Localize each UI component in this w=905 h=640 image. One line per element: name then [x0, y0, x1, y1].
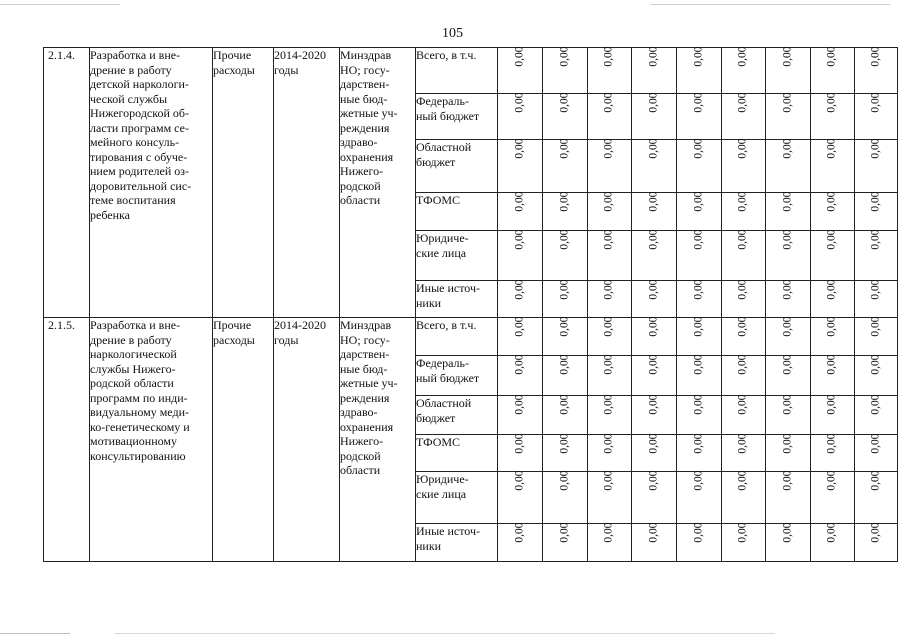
responsible-executor: Минздрав НО; госу- дарствен- ные бюд- жетные уч- реждения здраво- охранения Нижего- родской области — [340, 318, 416, 562]
funding-value: 0,00 — [737, 522, 749, 543]
funding-value-cell — [811, 472, 855, 524]
page-number: 105 — [442, 26, 463, 41]
funding-value-cell — [543, 318, 588, 356]
funding-value: 0,00 — [781, 229, 794, 250]
funding-value-cell — [766, 281, 811, 318]
funding-value-cell — [632, 193, 677, 231]
funding-value-cell — [588, 231, 632, 281]
funding-value: 0,00 — [781, 46, 794, 67]
funding-source-label: ТФОМС — [416, 193, 498, 231]
funding-value-cell — [766, 435, 811, 472]
funding-value: 0,00 — [737, 394, 749, 415]
funding-value: 0,00 — [513, 46, 526, 67]
funding-value-cell — [543, 524, 588, 562]
funding-value-cell — [632, 318, 677, 356]
funding-value: 0,00 — [869, 394, 882, 415]
funding-value: 0,00 — [781, 433, 794, 454]
funding-value: 0,00 — [692, 229, 705, 250]
funding-value-cell — [766, 193, 811, 231]
funding-value-cell — [632, 281, 677, 318]
funding-value-cell — [498, 356, 543, 396]
funding-value-cell — [543, 94, 588, 140]
funding-value: 0,00 — [869, 229, 882, 250]
funding-value: 0,00 — [737, 470, 749, 491]
funding-value: 0,00 — [737, 46, 749, 67]
funding-value-cell — [498, 140, 543, 193]
funding-value: 0,00 — [647, 394, 660, 415]
funding-value: 0,00 — [781, 394, 794, 415]
activity-name: Разработка и вне- дрение в работу детской наркологи- ческой службы Нижегородской об- ласти программ се- мейного консуль- тирования с обуче- нием родителей оз- доровительной сис- теме воспитания ребенка — [90, 48, 213, 318]
funding-value: 0,00 — [826, 92, 838, 113]
funding-value-cell — [811, 140, 855, 193]
funding-value-cell — [766, 396, 811, 435]
funding-value-cell — [588, 281, 632, 318]
activity-number: 2.1.4. — [44, 48, 90, 318]
funding-value-cell — [588, 356, 632, 396]
funding-value-cell — [811, 435, 855, 472]
funding-value-cell — [855, 48, 898, 94]
funding-value: 0,00 — [647, 279, 660, 300]
funding-value: 0,00 — [603, 394, 615, 415]
funding-value: 0,00 — [737, 354, 749, 375]
funding-value-cell — [677, 356, 722, 396]
funding-value: 0,00 — [603, 279, 615, 300]
funding-value: 0,00 — [558, 316, 571, 337]
funding-value-cell — [498, 472, 543, 524]
implementation-period: 2014-2020 годы — [274, 318, 340, 562]
funding-value-cell — [632, 472, 677, 524]
funding-value-cell — [677, 140, 722, 193]
funding-value-cell — [498, 48, 543, 94]
funding-value-cell — [722, 193, 766, 231]
funding-value-cell — [722, 524, 766, 562]
funding-value-cell — [677, 396, 722, 435]
funding-value-cell — [811, 356, 855, 396]
funding-value-cell — [722, 472, 766, 524]
funding-value: 0,00 — [737, 229, 749, 250]
funding-value-cell — [632, 396, 677, 435]
expense-type: Прочие расходы — [213, 318, 274, 562]
funding-value: 0,00 — [513, 316, 526, 337]
funding-value-cell — [677, 472, 722, 524]
activity-name: Разработка и вне- дрение в работу наркологической службы Нижего- родской области программ по инди- видуальному меди- ко-генетическому и мотивационному консультированию — [90, 318, 213, 562]
funding-value: 0,00 — [781, 354, 794, 375]
funding-value-cell — [543, 396, 588, 435]
funding-value-cell — [588, 472, 632, 524]
funding-value: 0,00 — [692, 433, 705, 454]
funding-value: 0,00 — [692, 191, 705, 212]
funding-value: 0,00 — [513, 92, 526, 113]
funding-value: 0,00 — [869, 138, 882, 159]
scan-bottom-rule-right — [115, 633, 775, 634]
funding-value-cell — [722, 231, 766, 281]
funding-value-cell — [543, 435, 588, 472]
funding-value-cell — [722, 396, 766, 435]
funding-value-cell — [632, 356, 677, 396]
funding-value-cell — [766, 48, 811, 94]
funding-source-label: Федераль- ный бюджет — [416, 94, 498, 140]
funding-value: 0,00 — [513, 354, 526, 375]
funding-value: 0,00 — [647, 316, 660, 337]
funding-value-cell — [811, 193, 855, 231]
funding-value-cell — [632, 435, 677, 472]
funding-value: 0,00 — [826, 279, 838, 300]
funding-value: 0,00 — [692, 470, 705, 491]
funding-value: 0,00 — [647, 191, 660, 212]
funding-value: 0,00 — [603, 138, 615, 159]
funding-value-cell — [855, 472, 898, 524]
funding-value: 0,00 — [647, 92, 660, 113]
funding-value-cell — [588, 318, 632, 356]
funding-value: 0,00 — [647, 433, 660, 454]
funding-value: 0,00 — [826, 46, 838, 67]
funding-value: 0,00 — [603, 522, 615, 543]
funding-value-cell — [543, 231, 588, 281]
activity-number: 2.1.5. — [44, 318, 90, 562]
funding-source-label: Юридиче- ские лица — [416, 472, 498, 524]
funding-value-cell — [543, 140, 588, 193]
funding-value: 0,00 — [869, 191, 882, 212]
table-row — [44, 318, 898, 356]
funding-value: 0,00 — [781, 138, 794, 159]
funding-value: 0,00 — [558, 229, 571, 250]
funding-value-cell — [855, 281, 898, 318]
funding-value: 0,00 — [513, 229, 526, 250]
funding-value: 0,00 — [603, 191, 615, 212]
funding-value: 0,00 — [647, 138, 660, 159]
funding-value-cell — [632, 48, 677, 94]
funding-value-cell — [766, 140, 811, 193]
funding-value: 0,00 — [781, 316, 794, 337]
funding-value-cell — [588, 140, 632, 193]
funding-value-cell — [677, 94, 722, 140]
funding-value-cell — [632, 94, 677, 140]
funding-value-cell — [677, 193, 722, 231]
funding-value: 0,00 — [826, 433, 838, 454]
scan-top-rule-left — [0, 4, 120, 5]
responsible-executor: Минздрав НО; госу- дарствен- ные бюд- жетные уч- реждения здраво- охранения Нижего- родской области — [340, 48, 416, 318]
funding-value: 0,00 — [647, 229, 660, 250]
funding-value-cell — [811, 281, 855, 318]
funding-value-cell — [632, 524, 677, 562]
funding-source-label: ТФОМС — [416, 435, 498, 472]
funding-value: 0,00 — [869, 470, 882, 491]
funding-value-cell — [722, 356, 766, 396]
funding-value-cell — [766, 94, 811, 140]
funding-value: 0,00 — [826, 394, 838, 415]
funding-value: 0,00 — [737, 433, 749, 454]
funding-value-cell — [498, 524, 543, 562]
funding-value-cell — [543, 48, 588, 94]
funding-value-cell — [632, 231, 677, 281]
funding-value: 0,00 — [869, 92, 882, 113]
funding-value: 0,00 — [826, 316, 838, 337]
funding-value: 0,00 — [781, 191, 794, 212]
funding-value-cell — [766, 231, 811, 281]
funding-value-cell — [811, 318, 855, 356]
funding-value-cell — [811, 48, 855, 94]
funding-value: 0,00 — [692, 316, 705, 337]
funding-value-cell — [498, 193, 543, 231]
funding-value: 0,00 — [826, 470, 838, 491]
funding-value-cell — [855, 356, 898, 396]
funding-value: 0,00 — [826, 191, 838, 212]
funding-value-cell — [855, 318, 898, 356]
funding-value: 0,00 — [781, 470, 794, 491]
funding-value-cell — [677, 318, 722, 356]
funding-value-cell — [722, 140, 766, 193]
funding-value-cell — [543, 281, 588, 318]
funding-value: 0,00 — [603, 470, 615, 491]
funding-value-cell — [766, 318, 811, 356]
funding-source-label: Всего, в т.ч. — [416, 318, 498, 356]
funding-value-cell — [543, 472, 588, 524]
funding-source-label: Юридиче- ские лица — [416, 231, 498, 281]
funding-value: 0,00 — [692, 138, 705, 159]
funding-value-cell — [811, 231, 855, 281]
table-row — [44, 48, 898, 94]
funding-value: 0,00 — [558, 279, 571, 300]
funding-value-cell — [677, 231, 722, 281]
funding-source-label: Областной бюджет — [416, 396, 498, 435]
funding-value: 0,00 — [513, 394, 526, 415]
funding-value: 0,00 — [558, 354, 571, 375]
funding-value-cell — [855, 140, 898, 193]
funding-source-label: Федераль- ный бюджет — [416, 356, 498, 396]
funding-value-cell — [766, 524, 811, 562]
funding-value-cell — [543, 356, 588, 396]
funding-value: 0,00 — [781, 522, 794, 543]
funding-value: 0,00 — [603, 229, 615, 250]
funding-value: 0,00 — [692, 522, 705, 543]
funding-value-cell — [588, 435, 632, 472]
scan-bottom-rule-left — [0, 633, 70, 634]
funding-value: 0,00 — [647, 522, 660, 543]
funding-value: 0,00 — [647, 470, 660, 491]
funding-value: 0,00 — [603, 92, 615, 113]
funding-value: 0,00 — [869, 279, 882, 300]
funding-source-label: Иные источ- ники — [416, 281, 498, 318]
funding-value-cell — [722, 48, 766, 94]
implementation-period: 2014-2020 годы — [274, 48, 340, 318]
funding-value-cell — [677, 281, 722, 318]
funding-source-label: Иные источ- ники — [416, 524, 498, 562]
funding-value: 0,00 — [603, 316, 615, 337]
funding-value: 0,00 — [603, 433, 615, 454]
funding-value: 0,00 — [513, 433, 526, 454]
funding-value: 0,00 — [781, 92, 794, 113]
funding-value-cell — [498, 231, 543, 281]
funding-value-cell — [855, 193, 898, 231]
program-activities-table — [43, 47, 898, 562]
funding-value: 0,00 — [869, 46, 882, 67]
funding-value: 0,00 — [692, 354, 705, 375]
funding-source-label: Областной бюджет — [416, 140, 498, 193]
funding-value-cell — [722, 318, 766, 356]
funding-value: 0,00 — [513, 279, 526, 300]
funding-value-cell — [677, 48, 722, 94]
funding-value-cell — [588, 193, 632, 231]
funding-value: 0,00 — [513, 138, 526, 159]
funding-value: 0,00 — [692, 92, 705, 113]
funding-value: 0,00 — [826, 522, 838, 543]
funding-value: 0,00 — [647, 354, 660, 375]
funding-value: 0,00 — [603, 354, 615, 375]
funding-value: 0,00 — [826, 138, 838, 159]
funding-value: 0,00 — [558, 470, 571, 491]
funding-value: 0,00 — [558, 394, 571, 415]
funding-value-cell — [855, 231, 898, 281]
funding-value: 0,00 — [737, 279, 749, 300]
funding-value-cell — [543, 193, 588, 231]
expense-type: Прочие расходы — [213, 48, 274, 318]
funding-value: 0,00 — [869, 354, 882, 375]
funding-value-cell — [855, 435, 898, 472]
funding-value: 0,00 — [513, 470, 526, 491]
scan-top-rule-right — [650, 4, 890, 5]
funding-value-cell — [588, 94, 632, 140]
funding-value-cell — [855, 396, 898, 435]
funding-value: 0,00 — [558, 92, 571, 113]
funding-value: 0,00 — [692, 279, 705, 300]
funding-value: 0,00 — [513, 191, 526, 212]
funding-value-cell — [722, 94, 766, 140]
funding-value: 0,00 — [869, 433, 882, 454]
funding-value: 0,00 — [737, 191, 749, 212]
funding-value: 0,00 — [826, 229, 838, 250]
funding-value: 0,00 — [558, 191, 571, 212]
funding-value-cell — [766, 472, 811, 524]
funding-value-cell — [632, 140, 677, 193]
funding-value-cell — [498, 396, 543, 435]
funding-value-cell — [498, 94, 543, 140]
funding-value: 0,00 — [558, 522, 571, 543]
funding-source-label: Всего, в т.ч. — [416, 48, 498, 94]
funding-value-cell — [498, 281, 543, 318]
funding-value: 0,00 — [737, 92, 749, 113]
funding-value: 0,00 — [692, 394, 705, 415]
funding-value-cell — [722, 281, 766, 318]
funding-value: 0,00 — [826, 354, 838, 375]
funding-value-cell — [588, 396, 632, 435]
funding-value: 0,00 — [558, 138, 571, 159]
funding-value-cell — [855, 94, 898, 140]
funding-value: 0,00 — [513, 522, 526, 543]
funding-value: 0,00 — [737, 138, 749, 159]
funding-value: 0,00 — [692, 46, 705, 67]
funding-value: 0,00 — [869, 522, 882, 543]
funding-value-cell — [677, 524, 722, 562]
funding-value-cell — [588, 48, 632, 94]
funding-value-cell — [498, 318, 543, 356]
funding-value-cell — [588, 524, 632, 562]
funding-value-cell — [811, 524, 855, 562]
funding-value-cell — [811, 94, 855, 140]
funding-value: 0,00 — [558, 46, 571, 67]
funding-value: 0,00 — [737, 316, 749, 337]
funding-value: 0,00 — [781, 279, 794, 300]
funding-value: 0,00 — [869, 316, 882, 337]
funding-value: 0,00 — [647, 46, 660, 67]
funding-value-cell — [855, 524, 898, 562]
funding-value: 0,00 — [558, 433, 571, 454]
funding-value: 0,00 — [603, 46, 615, 67]
funding-value-cell — [677, 435, 722, 472]
funding-value-cell — [811, 396, 855, 435]
funding-value-cell — [766, 356, 811, 396]
funding-value-cell — [722, 435, 766, 472]
funding-value-cell — [498, 435, 543, 472]
